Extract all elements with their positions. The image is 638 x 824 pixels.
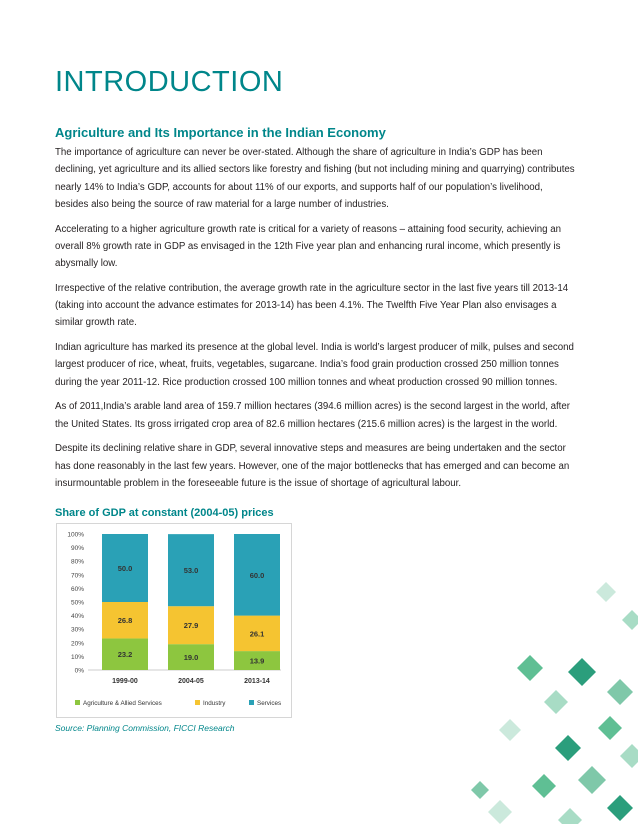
diamond-shape xyxy=(620,744,638,768)
data-label: 50.0 xyxy=(117,564,133,573)
gdp-share-chart xyxy=(56,523,292,718)
paragraph-3: Irrespective of the relative contribution, the average growth rate in the agriculture sector in the last five years till 2013-14 (taking into account the advance estimates for 2013-14) has been 4.1%. The Twelfth Five Year Plan also envisages a similar growth rate. xyxy=(55,282,569,329)
data-label: 53.0 xyxy=(183,566,199,576)
legend-label: Services xyxy=(257,700,282,707)
legend-swatch xyxy=(195,700,200,705)
paragraph-2: Accelerating to a higher agriculture growth rate is critical for a variety of reasons – attaining food security, achieving an overall 8% growth rate in GDP as envisaged in the 12th Five year plan and enhancing rural income, which presently is abysmally low. xyxy=(55,223,561,270)
data-label: 19.0 xyxy=(183,653,199,663)
data-label: 27.9 xyxy=(183,621,199,631)
legend-swatch xyxy=(75,700,80,705)
y-tick-label: 80% xyxy=(70,558,84,566)
source-note: Source: Planning Commission, FICCI Research xyxy=(55,723,235,733)
y-tick-label: 10% xyxy=(70,653,84,661)
y-tick-label: 30% xyxy=(70,626,84,634)
data-label: 13.9 xyxy=(249,656,265,666)
y-tick-label: 40% xyxy=(70,613,84,621)
diamond-shape xyxy=(517,655,543,681)
diamond-shape xyxy=(578,766,606,794)
data-label: 60.0 xyxy=(249,570,265,580)
y-tick-label: 50% xyxy=(70,599,84,607)
diamond-shape xyxy=(607,795,633,821)
body-text xyxy=(55,144,575,500)
diamond-shape xyxy=(471,781,489,799)
y-tick-label: 100% xyxy=(67,531,84,539)
legend-label: Agriculture & Allied Services xyxy=(83,700,162,707)
legend-swatch xyxy=(249,700,254,705)
data-label: 26.8 xyxy=(117,616,133,626)
paragraph-5: As of 2011,India’s arable land area of 159.7 million hectares (394.6 million acres) is the second largest in the world, after the United States. Its gross irrigated crop area of 82.6 million hectares (215.6 million acres) is the largest in the world. xyxy=(55,401,570,430)
diamond-shape xyxy=(607,679,633,705)
diamond-shape xyxy=(532,774,556,798)
paragraph-6: Despite its declining relative share in GDP, several innovative steps and measures are being undertaken and the sector has done reasonably in the last few years. However, one of the major bottlenecks that has emerged and can become an insurmountable problem in the foreseeable future is the issue of shortage of agricultural labour. xyxy=(55,443,570,489)
paragraph-4: Indian agriculture has marked its presence at the global level. India is world’s largest producer of milk, pulses and second largest producer of rice, wheat, fruits, vegetables, sugarcane. India’s food grain production crossed 250 million tonnes during the year 2011-12. Rice production crossed 100 million tonnes and wheat production crossed 90 million tonnes. xyxy=(55,342,574,388)
x-tick-label: 2004-05 xyxy=(178,678,204,685)
page-title: INTRODUCTION xyxy=(55,66,284,98)
diamond-shape xyxy=(598,716,622,740)
x-tick-label: 2013-14 xyxy=(244,678,270,685)
chart-title: Share of GDP at constant (2004-05) prices xyxy=(55,507,274,519)
diamond-shape xyxy=(499,719,521,741)
diamond-shape xyxy=(622,610,638,630)
paragraph-1: The importance of agriculture can never be over-stated. Although the share of agriculture in India’s GDP has been declining, yet agriculture and its allied sectors like forestry and fishing (but not including mining and quarrying) contributes nearly 14% to India’s GDP, accounts for about 11% of our exports, and supports half of our population’s livelihood, besides also being the source of raw material for a large number of industries. xyxy=(55,147,575,210)
y-tick-label: 60% xyxy=(70,585,84,593)
x-tick-label: 1999-00 xyxy=(112,678,138,685)
data-label: 26.1 xyxy=(249,629,265,639)
diamond-shape xyxy=(544,690,568,714)
y-tick-label: 70% xyxy=(70,572,84,580)
legend-label: Industry xyxy=(203,700,226,707)
y-tick-label: 90% xyxy=(70,545,84,553)
diamond-shape xyxy=(568,658,596,686)
diamond-shape xyxy=(558,808,582,824)
y-tick-label: 20% xyxy=(70,640,84,648)
diamond-shape xyxy=(555,735,581,761)
diamond-shape xyxy=(488,800,512,824)
decorative-diamond-pattern xyxy=(470,580,638,824)
chart-svg xyxy=(57,524,291,717)
y-tick-label: 0% xyxy=(74,667,84,675)
data-label: 23.2 xyxy=(117,650,133,660)
section-subtitle: Agriculture and Its Importance in the Indian Economy xyxy=(55,125,386,140)
diamond-shape xyxy=(596,582,616,602)
